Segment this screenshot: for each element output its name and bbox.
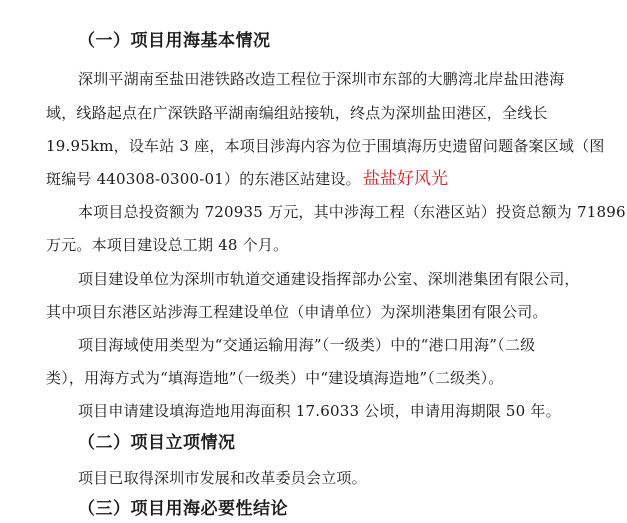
watermark-text: 盐盐好风光 bbox=[363, 169, 448, 189]
paragraph-line: 类），用海方式为“填海造地”（一级类）中“建设填海造地”（二级类）。 bbox=[46, 369, 504, 387]
paragraph-line: 项目申请建设填海造地用海面积 17.6033 公顷，申请用海期限 50 年。 bbox=[78, 402, 561, 420]
paragraph-line: 19.95km，设车站 3 座，本项目涉海内容为位于围填海历史遗留问题备案区域（图 bbox=[46, 137, 605, 155]
paragraph-line: 项目已取得深圳市发展和改革委员会立项。 bbox=[78, 469, 367, 487]
paragraph-line: 斑编号 440308-0300-01）的东港区站建设。 bbox=[46, 170, 361, 188]
paragraph-line: 其中项目东港区站涉海工程建设单位（申请单位）为深圳港集团有限公司。 bbox=[46, 303, 548, 321]
paragraph-line: 本项目总投资额为 720935 万元，其中涉海工程（东港区站）投资总额为 71896 bbox=[78, 203, 626, 221]
section-heading-approval: （二）项目立项情况 bbox=[78, 433, 236, 453]
paragraph-line: 域，线路起点在广深铁路平湖南编组站接轨，终点为深圳盐田港区，全线长 bbox=[46, 104, 548, 122]
paragraph-line: 万元。本项目建设总工期 48 个月。 bbox=[46, 236, 289, 254]
paragraph-line: 项目海域使用类型为“交通运输用海”（一级类）中的“港口用海”（二级 bbox=[78, 336, 536, 354]
paragraph-line: 项目建设单位为深圳市轨道交通建设指挥部办公室、深圳港集团有限公司， bbox=[78, 270, 580, 288]
section-heading-necessity: （三）项目用海必要性结论 bbox=[78, 499, 288, 519]
paragraph-line: 深圳平湖南至盐田港铁路改造工程位于深圳市东部的大鹏湾北岸盐田港海 bbox=[78, 70, 565, 88]
section-heading-basic-info: （一）项目用海基本情况 bbox=[78, 31, 271, 51]
